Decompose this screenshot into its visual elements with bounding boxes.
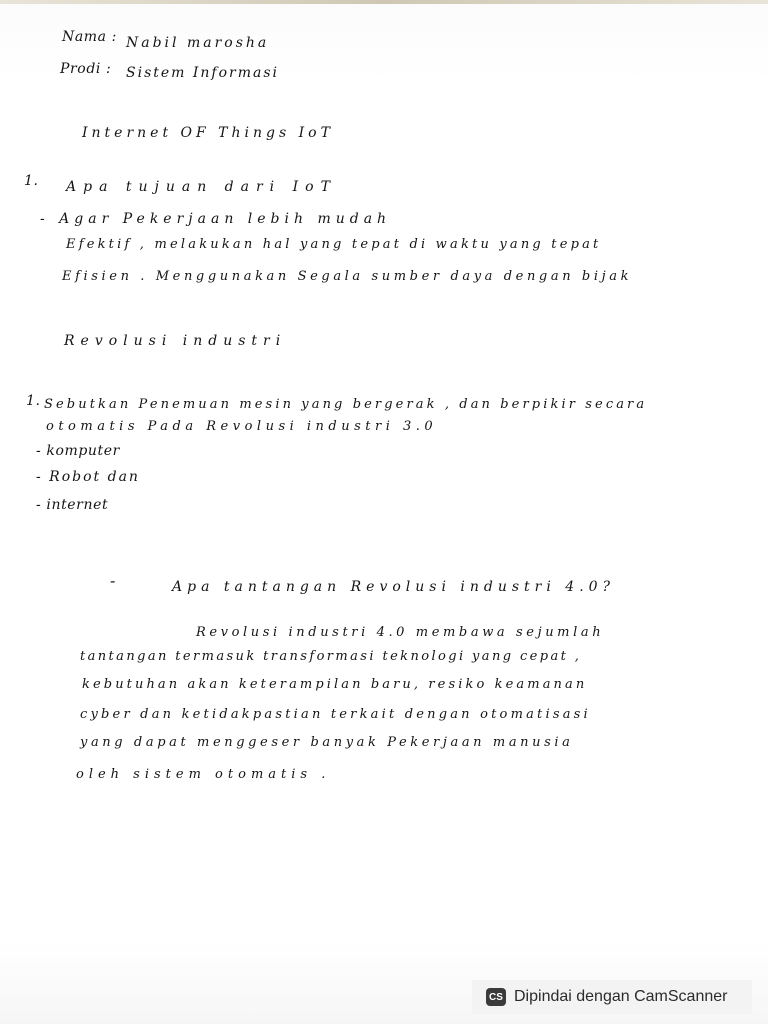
answer-3-line-2: tantangan termasuk transformasi teknologi yang cepat , [80, 649, 582, 664]
answer-1-line-2: Efektif , melakukan hal yang tepat di waktu yang tepat [66, 237, 602, 252]
question-3-dash: - [110, 571, 117, 590]
list-item-1: - komputer [36, 443, 120, 459]
answer-1-line-1: - Agar Pekerjaan lebih mudah [40, 211, 392, 227]
prodi-label: Prodi : [60, 61, 112, 77]
answer-3-line-6: oleh sistem otomatis . [76, 767, 331, 782]
name-value: Nabil marosha [126, 35, 270, 51]
page-title: Internet OF Things IoT [82, 125, 334, 141]
answer-3-line-1: Revolusi industri 4.0 membawa sejumlah [196, 625, 605, 640]
name-label: Nama : [62, 29, 117, 45]
list-item-2: - Robot dan [36, 469, 140, 485]
answer-3-line-3: kebutuhan akan keterampilan baru, resiko keamanan [82, 677, 588, 692]
camscanner-watermark [472, 980, 752, 1014]
question-3-text: Apa tantangan Revolusi industri 4.0? [172, 579, 616, 595]
prodi-value: Sistem Informasi [126, 65, 280, 81]
camscanner-logo-icon: CS [486, 988, 506, 1006]
list-item-3: - internet [36, 497, 109, 513]
question-number-2: 1. [26, 393, 41, 409]
answer-3-line-5: yang dapat menggeser banyak Pekerjaan manusia [80, 735, 574, 750]
section-heading-revolusi: Revolusi industri [64, 333, 287, 349]
question-2-line-2: otomatis Pada Revolusi industri 3.0 [46, 419, 438, 434]
question-number-1: 1. [24, 173, 39, 189]
answer-1-line-3: Efisien . Menggunakan Segala sumber daya dengan bijak [62, 269, 633, 284]
camscanner-label: Dipindai dengan CamScanner [514, 988, 728, 1005]
question-1-text: Apa tujuan dari IoT [66, 179, 337, 195]
answer-3-line-4: cyber dan ketidakpastian terkait dengan otomatisasi [80, 707, 591, 722]
paper-top-edge [0, 0, 768, 4]
question-2-line-1: Sebutkan Penemuan mesin yang bergerak , dan berpikir secara [44, 397, 648, 412]
